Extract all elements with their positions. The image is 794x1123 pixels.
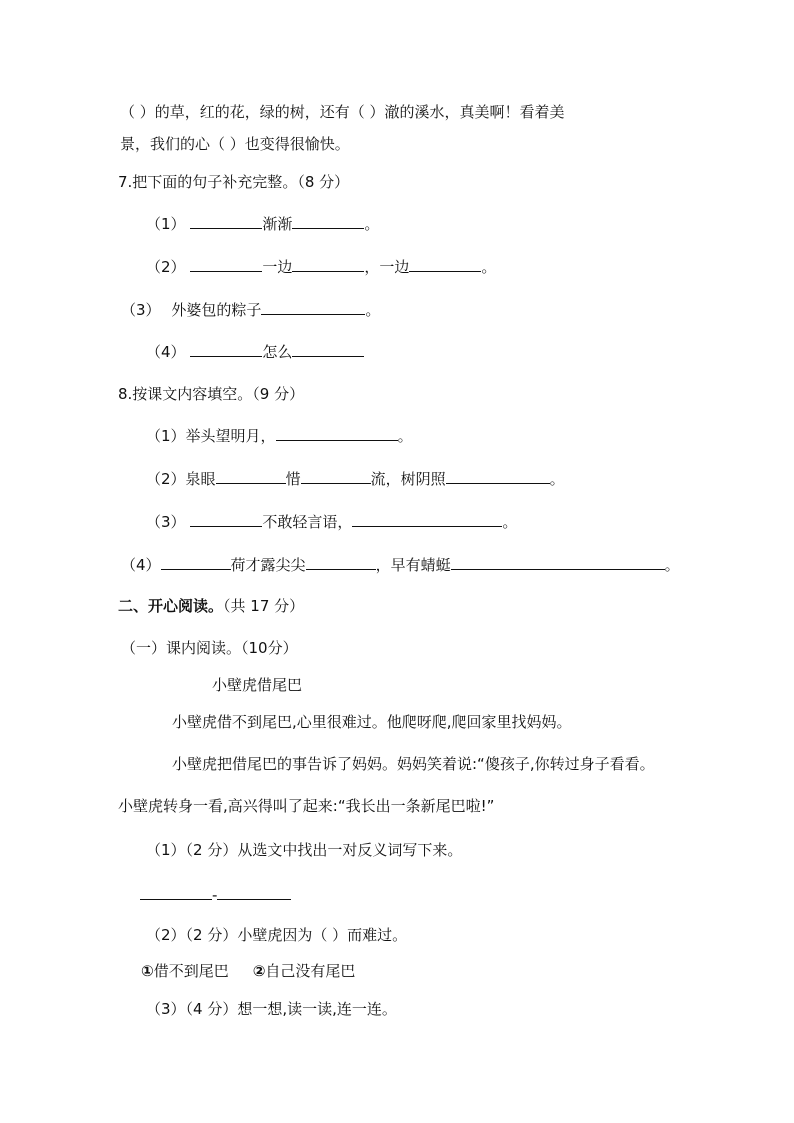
q8-item-2-part-4: 。 (549, 470, 565, 488)
q8-item-3-num: （3） (146, 513, 186, 531)
reading-q1-dash: - (212, 886, 218, 904)
passage-title (212, 675, 302, 695)
answer-blank[interactable] (446, 468, 550, 484)
q8-item-2-num: （2） (146, 470, 186, 488)
q7-item-2-part-3: 。 (481, 258, 497, 276)
q7-title (118, 172, 349, 192)
answer-blank[interactable] (216, 468, 286, 484)
section-2-heading (118, 596, 304, 616)
passage-para-1-text: 小壁虎借不到尾巴,心里很难过。他爬呀爬,爬回家里找妈妈。 (172, 713, 572, 731)
q7-item-3-part-1: 外婆包的粽子 (171, 301, 262, 319)
q7-item-4-num: （4） (146, 343, 186, 361)
q8-item-1 (146, 425, 413, 445)
reading-q1 (146, 840, 462, 860)
q7-item-3-num: （3） (121, 301, 161, 319)
q7-item-3-part-2: 。 (365, 301, 381, 319)
q7-item-2-part-1: 一边 (262, 258, 293, 276)
answer-blank[interactable] (190, 341, 262, 357)
q8-title-text: 8.按课文内容填空。（9 分） (118, 385, 305, 403)
option-2[interactable] (253, 962, 356, 980)
q8-item-4-part-1: 荷才露尖尖 (230, 556, 306, 574)
passage-para-2b (118, 796, 494, 816)
q8-item-4 (121, 554, 680, 574)
reading-q1-answer (140, 884, 291, 904)
q7-item-1 (146, 213, 379, 233)
reading-q3-text: （3）（4 分）想一想,读一读,连一连。 (146, 1000, 397, 1018)
answer-blank[interactable] (190, 511, 262, 527)
reading-q3 (146, 999, 397, 1019)
q8-title (118, 384, 304, 404)
q7-item-3 (121, 299, 380, 319)
option-1[interactable] (141, 962, 229, 980)
answer-blank[interactable] (190, 256, 262, 272)
q8-item-2-part-1: 泉眼 (185, 470, 216, 488)
passage-title-text: 小壁虎借尾巴 (212, 676, 303, 694)
passage-para-1 (172, 712, 572, 732)
q8-item-3-part-1: 不敢轻言语， (262, 513, 353, 531)
answer-blank[interactable] (190, 213, 262, 229)
q7-item-1-part-1: 渐渐 (262, 215, 293, 233)
q8-item-3-part-2: 。 (502, 513, 518, 531)
q7-item-2 (146, 256, 496, 276)
q8-item-2 (146, 468, 565, 488)
q8-item-4-part-2: ，早有蜻蜓 (375, 556, 451, 574)
answer-blank[interactable] (261, 299, 365, 315)
q8-item-4-num: （4） (121, 556, 161, 574)
q8-item-1-part-1: 举头望明月， (185, 427, 276, 445)
answer-blank[interactable] (292, 256, 364, 272)
reading-q2-options (141, 961, 355, 981)
answer-blank[interactable] (217, 884, 291, 900)
q7-title-text: 7.把下面的句子补充完整。（8 分） (118, 173, 350, 191)
q8-item-3 (146, 511, 517, 531)
intro-line-1 (120, 102, 565, 122)
section-2-score: （共 17 分） (223, 597, 305, 615)
reading-1-title: （一）课内阅读。（10分） (121, 639, 298, 657)
option-2-text: 自己没有尾巴 (265, 962, 356, 980)
option-1-text: 借不到尾巴 (153, 962, 229, 980)
option-1-mark: ① (141, 962, 154, 980)
section-2-title: 二、开心阅读。 (118, 597, 224, 615)
intro-text-1: （ ）的草，红的花，绿的树，还有（ ）澈的溪水，真美啊！看着美 (120, 103, 565, 121)
q7-item-2-part-2: ，一边 (364, 258, 410, 276)
passage-para-2a (172, 754, 655, 774)
q8-item-2-part-2: 惜 (285, 470, 301, 488)
answer-blank[interactable] (161, 554, 231, 570)
q7-item-1-part-2: 。 (364, 215, 380, 233)
answer-blank[interactable] (352, 511, 502, 527)
q8-item-4-part-3: 。 (664, 556, 680, 574)
intro-line-2 (120, 134, 350, 154)
q7-item-1-num: （1） (146, 215, 186, 233)
answer-blank[interactable] (140, 884, 212, 900)
intro-text-2: 景，我们的心（ ）也变得很愉快。 (120, 135, 350, 153)
passage-para-2b-text: 小壁虎转身一看,高兴得叫了起来:“我长出一条新尾巴啦!” (118, 797, 495, 815)
option-2-mark: ② (252, 962, 266, 980)
q8-item-1-part-2: 。 (397, 427, 413, 445)
q8-item-2-part-3: 流，树阴照 (370, 470, 446, 488)
reading-q1-text: （1）（2 分）从选文中找出一对反义词写下来。 (146, 841, 463, 859)
q7-item-4-part-1: 怎么 (262, 343, 293, 361)
q7-item-2-num: （2） (146, 258, 186, 276)
answer-blank[interactable] (306, 554, 376, 570)
answer-blank[interactable] (409, 256, 481, 272)
reading-1-heading (121, 638, 298, 658)
reading-q2 (146, 925, 407, 945)
q8-item-1-num: （1） (146, 427, 186, 445)
q7-item-4 (146, 341, 364, 361)
answer-blank[interactable] (451, 554, 665, 570)
answer-blank[interactable] (301, 468, 371, 484)
answer-blank[interactable] (292, 213, 364, 229)
answer-blank[interactable] (292, 341, 364, 357)
passage-para-2a-text: 小壁虎把借尾巴的事告诉了妈妈。妈妈笑着说:“傻孩子,你转过身子看看。 (172, 755, 655, 773)
answer-blank[interactable] (276, 425, 398, 441)
reading-q2-text: （2）（2 分）小壁虎因为（ ）而难过。 (146, 926, 408, 944)
